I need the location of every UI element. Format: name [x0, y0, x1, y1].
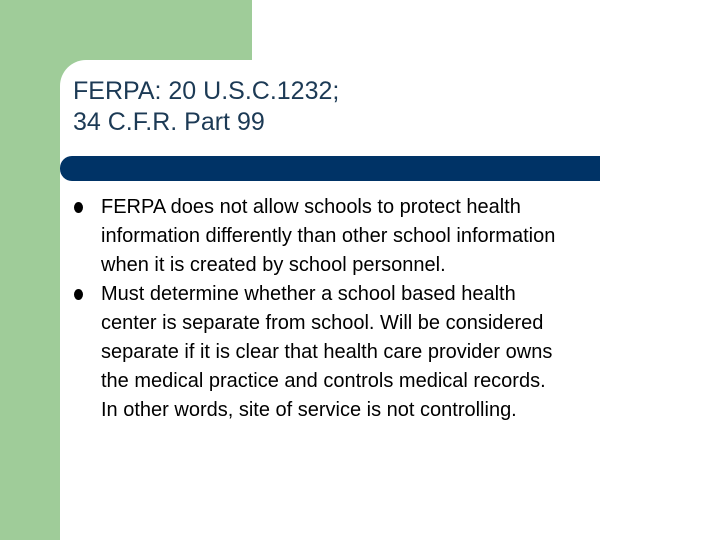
bullet-text-line: Must determine whether a school based health — [101, 283, 516, 305]
bullet-dot-icon — [74, 289, 83, 300]
bullet-text-line: information differently than other school information — [101, 225, 556, 247]
bullet-list — [73, 193, 663, 425]
bullet-text-line: center is separate from school. Will be considered — [101, 312, 544, 334]
slide-title-line-2: 34 C.F.R. Part 99 — [73, 108, 265, 136]
bullet-text-line: the medical practice and controls medical records. — [101, 370, 546, 392]
bullet-text-line: separate if it is clear that health care provider owns — [101, 341, 553, 363]
bullet-text-line: FERPA does not allow schools to protect health — [101, 196, 521, 218]
slide-title — [73, 76, 339, 138]
bullet-text-line: when it is created by school personnel. — [101, 254, 446, 276]
bullet-text-line: In other words, site of service is not controlling. — [101, 399, 517, 421]
title-underline-bar — [60, 156, 600, 181]
bullet-dot-icon — [74, 202, 83, 213]
bullet-item-school-based-health-center — [73, 280, 663, 425]
bullet-item-ferpa-health-info — [73, 193, 663, 280]
slide-title-line-1: FERPA: 20 U.S.C.1232; — [73, 77, 340, 105]
